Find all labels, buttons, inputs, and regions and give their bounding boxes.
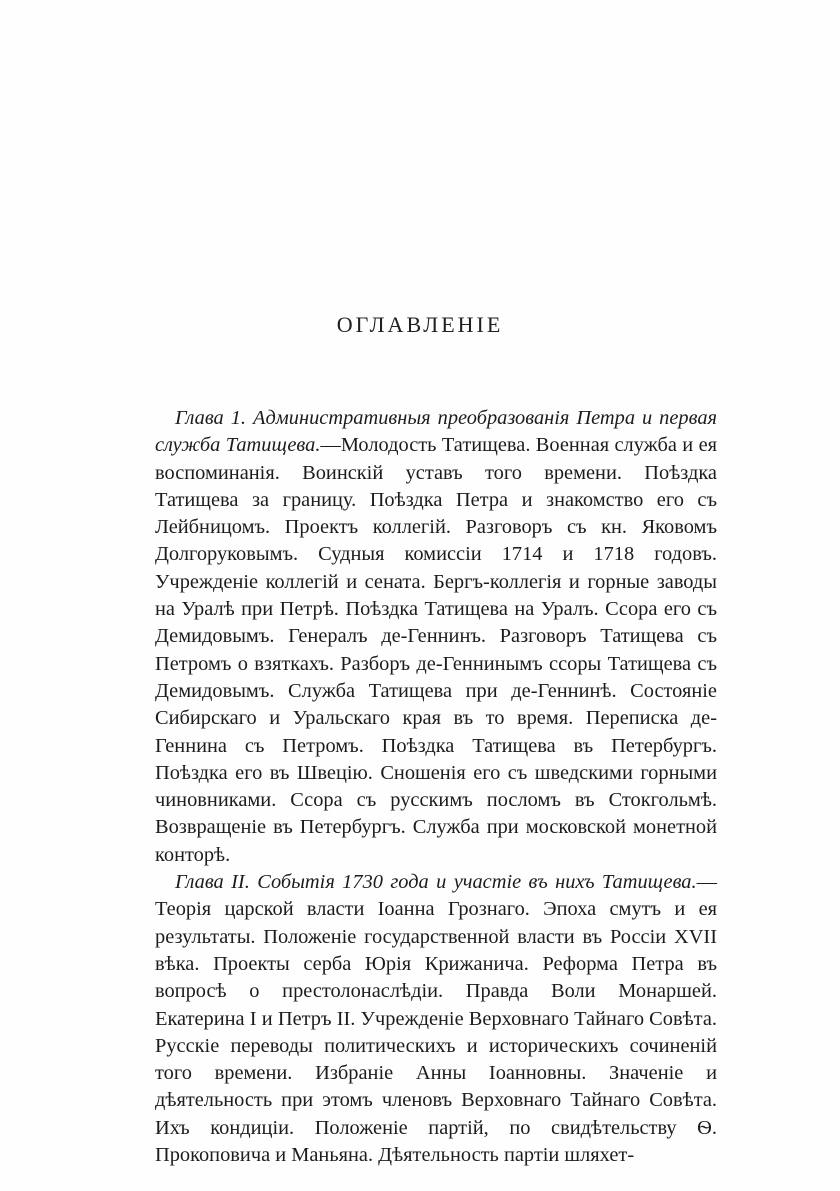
- table-of-contents: [155, 405, 717, 1169]
- contents-entry-chapter-1: [155, 405, 717, 869]
- chapter-summary: —Молодость Татищева. Военная служба и ея воспоминанія. Воинскій уставъ того времени. Поѣздка Татищева за границу. Поѣздка Петра и знакомство его съ Лейбницомъ. Проектъ коллегій. Разговоръ съ кн. Яковомъ Долгоруковымъ. Судныя комиссіи 1714 и 1718 годовъ. Учрежденіе коллегій и сената. Бергъ-коллегія и горные заводы на Уралѣ при Петрѣ. Поѣздка Татищева на Уралъ. Ссора его съ Демидовымъ. Генералъ де-Геннинъ. Разговоръ Татищева съ Петромъ о взяткахъ. Разборъ де-Геннинымъ ссоры Татищева съ Демидовымъ. Служба Татищева при де-Геннинѣ. Состояніе Сибирскаго и Уральскаго края въ то время. Переписка де-Геннина съ Петромъ. Поѣздка Татищева въ Петербургъ. Поѣздка его въ Швецію. Сношенія его съ шведскими горными чиновниками. Ссора съ русскимъ посломъ въ Стокгольмѣ. Возвращеніе въ Петербургъ. Служба при московской монетной конторѣ.: [155, 434, 718, 866]
- chapter-summary: —Теорія царской власти Іоанна Грознаго. Эпоха смутъ и ея результаты. Положеніе государственной власти въ Россіи XVII вѣка. Проекты серба Юрія Крижанича. Реформа Петра въ вопросѣ о престолонаслѣдіи. Правда Воли Монаршей. Екатерина I и Петръ II. Учрежденіе Верховнаго Тайнаго Совѣта. Русскіе переводы политическихъ и историческихъ сочиненій того времени. Избраніе Анны Іоанновны. Значеніе и дѣятельность при этомъ членовъ Верховнаго Тайнаго Совѣта. Ихъ кондиціи. Положеніе партій, по свидѣтельству Ѳ. Прокоповича и Маньяна. Дѣятельность партіи шляхет-: [155, 871, 717, 1167]
- contents-entry-chapter-2: [155, 869, 717, 1169]
- chapter-heading: Глава II. Событія 1730 года и участіе въ нихъ Татищева.: [175, 871, 697, 894]
- chapter-heading: Глава 1. Административныя преобразованія Петра и первая служба Татищева.: [155, 407, 717, 457]
- page-title: ОГЛАВЛЕНІЕ: [336, 312, 504, 337]
